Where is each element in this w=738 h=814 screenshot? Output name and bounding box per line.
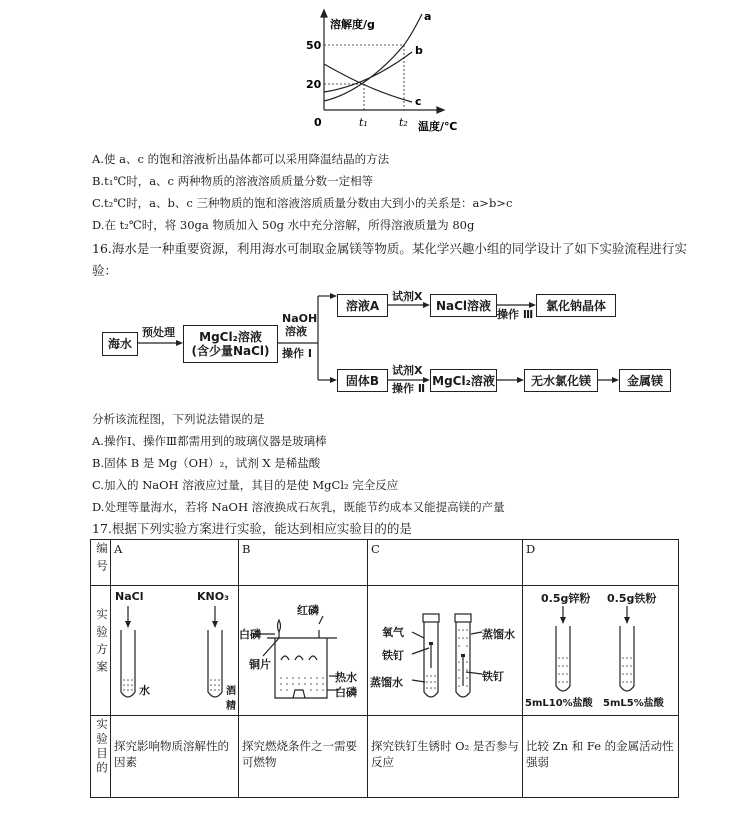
- box-solution-a: 溶液A: [337, 294, 388, 317]
- q16-prompt: 分析该流程图，下列说法错误的是: [92, 412, 265, 426]
- curve-b-label: b: [415, 44, 423, 57]
- a-alcohol: 酒精: [226, 686, 236, 712]
- box-nacl-solution: NaCl溶液: [430, 294, 497, 317]
- q17-purpose-d: 比较 Zn 和 Fe 的金属活动性强弱: [523, 716, 679, 798]
- diagram-a: [111, 586, 239, 716]
- a-kno3: KNO₃: [197, 590, 229, 603]
- box-anhydrous-mgcl2: 无水氯化镁: [524, 369, 598, 392]
- lbl-naoh: NaOH: [282, 312, 318, 325]
- b-hot-water: 热水: [335, 671, 357, 684]
- q17-stem: 17.根据下列实验方案进行实验，能达到相应实验目的的是: [92, 521, 412, 536]
- q17-col-a: A: [111, 540, 239, 586]
- q15-option-a: A.使 a、c 的饱和溶液析出晶体都可以采用降温结晶的方法: [92, 152, 390, 166]
- q17-plan-label: 实验方案: [95, 608, 109, 678]
- lbl-op3: 操作 Ⅲ: [497, 308, 534, 321]
- q17-table: [90, 539, 679, 798]
- q17-purpose-row: [91, 716, 679, 798]
- q15-option-b: B.t₁℃时，a、c 两种物质的溶液溶质质量分数一定相等: [92, 174, 374, 188]
- box-solid-b: 固体B: [337, 369, 388, 392]
- q16-stem-line2: 验：: [92, 263, 118, 278]
- q17-purpose-a: 探究影响物质溶解性的因素: [111, 716, 239, 798]
- box-metal-mg: 金属镁: [619, 369, 671, 392]
- q17-plan-b: [239, 586, 368, 716]
- c-oxygen: 氧气: [382, 626, 404, 639]
- q17-plan-label-cell: [91, 586, 111, 716]
- c-distilled-left: 蒸馏水: [370, 676, 403, 689]
- mgcl2-line1: MgCl₂溶液: [199, 330, 262, 344]
- a-nacl: NaCl: [115, 590, 144, 603]
- q17-purpose-label: 实验目的: [95, 718, 109, 776]
- box-seawater: 海水: [102, 332, 138, 356]
- d-zinc: 0.5g锌粉: [541, 592, 591, 605]
- curve-a-label: a: [424, 10, 432, 23]
- q17-header-row: [91, 540, 679, 586]
- ylabel: 溶解度/g: [330, 18, 375, 31]
- q17-header-label: 编号: [95, 542, 109, 577]
- a-water: 水: [139, 684, 150, 697]
- c-nail-left: 铁钉: [382, 649, 404, 662]
- mgcl2-line2: (含少量NaCl): [191, 344, 270, 358]
- xlabel: 温度/℃: [418, 120, 458, 133]
- q16-stem-line1: 16.海水是一种重要资源，利用海水可制取金属镁等物质。某化学兴趣小组的同学设计了如下实验流程进行实: [92, 241, 687, 256]
- t1-label: t₁: [359, 116, 368, 129]
- c-nail-right: 铁钉: [482, 670, 504, 683]
- d-hcl10: 5mL10%盐酸: [525, 698, 593, 709]
- c-distilled-right: 蒸馏水: [482, 628, 515, 641]
- lbl-reagent-x-bottom: 试剂X: [392, 364, 423, 377]
- q17-purpose-c: 探究铁钉生锈时 O₂ 是否参与反应: [368, 716, 523, 798]
- q17-purpose-b: 探究燃烧条件之一需要可燃物: [239, 716, 368, 798]
- q16-option-a: A.操作Ⅰ、操作Ⅲ都需用到的玻璃仪器是玻璃棒: [92, 434, 327, 448]
- t2-label: t₂: [399, 116, 408, 129]
- y20-label: 20: [306, 78, 322, 91]
- d-iron: 0.5g铁粉: [607, 592, 657, 605]
- q17-plan-row: [91, 586, 679, 716]
- box-mgcl2-solution: [183, 325, 278, 363]
- b-white-p-bottom: 白磷: [335, 686, 357, 699]
- lbl-naoh-solution: 溶液: [285, 325, 307, 338]
- q17-purpose-label-cell: [91, 716, 111, 798]
- lbl-op1: 操作 I: [282, 347, 312, 360]
- b-white-p-top: 白磷: [239, 628, 261, 641]
- q15-option-c: C.t₂℃时，a、b、c 三种物质的饱和溶液溶质质量分数由大到小的关系是：a>b>c: [92, 196, 513, 210]
- origin-label: 0: [314, 116, 322, 129]
- q15-option-d: D.在 t₂℃时，将 30ga 物质加入 50g 水中充分溶解，所得溶液质量为 80g: [92, 218, 475, 232]
- q17-header-label-cell: [91, 540, 111, 586]
- y50-label: 50: [306, 39, 322, 52]
- lbl-op2: 操作 Ⅱ: [392, 382, 426, 395]
- q17-col-d: D: [523, 540, 679, 586]
- q16-option-d: D.处理等量海水，若将 NaOH 溶液换成石灰乳，既能节约成本又能提高镁的产量: [92, 500, 505, 514]
- q17-col-c: C: [368, 540, 523, 586]
- q17-plan-c: [368, 586, 523, 716]
- b-copper: 铜片: [249, 658, 271, 671]
- box-mgcl2-sol: MgCl₂溶液: [430, 369, 497, 392]
- q17-plan-d: [523, 586, 679, 716]
- q16-option-b: B.固体 B 是 Mg（OH）₂，试剂 X 是稀盐酸: [92, 456, 321, 470]
- q16-option-c: C.加入的 NaOH 溶液应过量，其目的是使 MgCl₂ 完全反应: [92, 478, 399, 492]
- b-red-p: 红磷: [297, 604, 319, 617]
- lbl-pretreat: 预处理: [142, 326, 175, 339]
- q17-col-b: B: [239, 540, 368, 586]
- q17-plan-a: [111, 586, 239, 716]
- box-nacl-crystal: 氯化钠晶体: [536, 294, 616, 317]
- d-hcl5: 5mL5%盐酸: [603, 698, 664, 709]
- lbl-reagent-x-top: 试剂X: [392, 290, 423, 303]
- curve-c-label: c: [415, 95, 422, 108]
